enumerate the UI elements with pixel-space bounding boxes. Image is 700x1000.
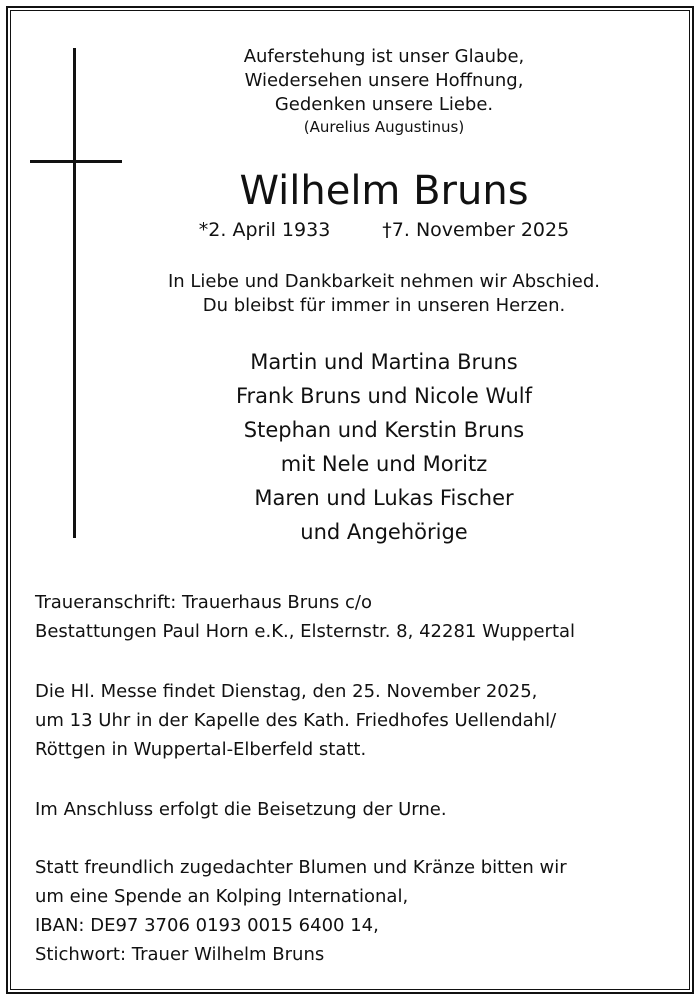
mourner-line: Maren und Lukas Fischer: [254, 486, 514, 510]
cross-icon-vertical: [73, 48, 76, 538]
deceased-name: Wilhelm Bruns: [239, 168, 529, 214]
farewell-text: [120, 270, 648, 318]
donation-keyword: Stichwort: Trauer Wilhelm Bruns: [35, 944, 325, 965]
memorial-quote: [120, 45, 648, 137]
donation-line: um eine Spende an Kolping International,: [35, 886, 409, 907]
mass-info: [35, 677, 665, 764]
address-line: Bestattungen Paul Horn e.K., Elsternstr. 8, 42281 Wuppertal: [35, 621, 576, 642]
quote-line: Auferstehung ist unser Glaube,: [243, 46, 525, 67]
donation-info: [35, 853, 665, 969]
life-dates: [120, 218, 648, 242]
mourner-line: Stephan und Kerstin Bruns: [243, 418, 525, 442]
mass-line: um 13 Uhr in der Kapelle des Kath. Friedhofes Uellendahl/: [35, 710, 557, 731]
farewell-line: Du bleibst für immer in unseren Herzen.: [202, 295, 566, 316]
address-line: Traueranschrift: Trauerhaus Bruns c/o: [35, 592, 372, 613]
mass-line: Röttgen in Wuppertal-Elberfeld statt.: [35, 739, 367, 760]
mass-line: Die Hl. Messe findet Dienstag, den 25. November 2025,: [35, 681, 538, 702]
mourner-line: mit Nele und Moritz: [280, 452, 488, 476]
mourner-line: Martin und Martina Bruns: [250, 350, 518, 374]
quote-author: (Aurelius Augustinus): [303, 118, 465, 136]
mourner-line: Frank Bruns und Nicole Wulf: [235, 384, 533, 408]
cross-icon-horizontal: [30, 160, 122, 163]
mourning-address: [35, 588, 665, 646]
farewell-line: In Liebe und Dankbarkeit nehmen wir Abschied.: [167, 271, 601, 292]
donation-line: Statt freundlich zugedachter Blumen und Kränze bitten wir: [35, 857, 567, 878]
mourners-list: [120, 345, 648, 549]
donation-iban: IBAN: DE97 3706 0193 0015 6400 14,: [35, 915, 379, 936]
birth-date: *2. April 1933: [198, 219, 331, 241]
death-date: †7. November 2025: [382, 219, 570, 241]
burial-info: [35, 795, 665, 824]
mourner-line: und Angehörige: [300, 520, 468, 544]
quote-line: Gedenken unsere Liebe.: [274, 94, 494, 115]
quote-line: Wiedersehen unsere Hoffnung,: [244, 70, 524, 91]
burial-line: Im Anschluss erfolgt die Beisetzung der Urne.: [35, 799, 447, 820]
